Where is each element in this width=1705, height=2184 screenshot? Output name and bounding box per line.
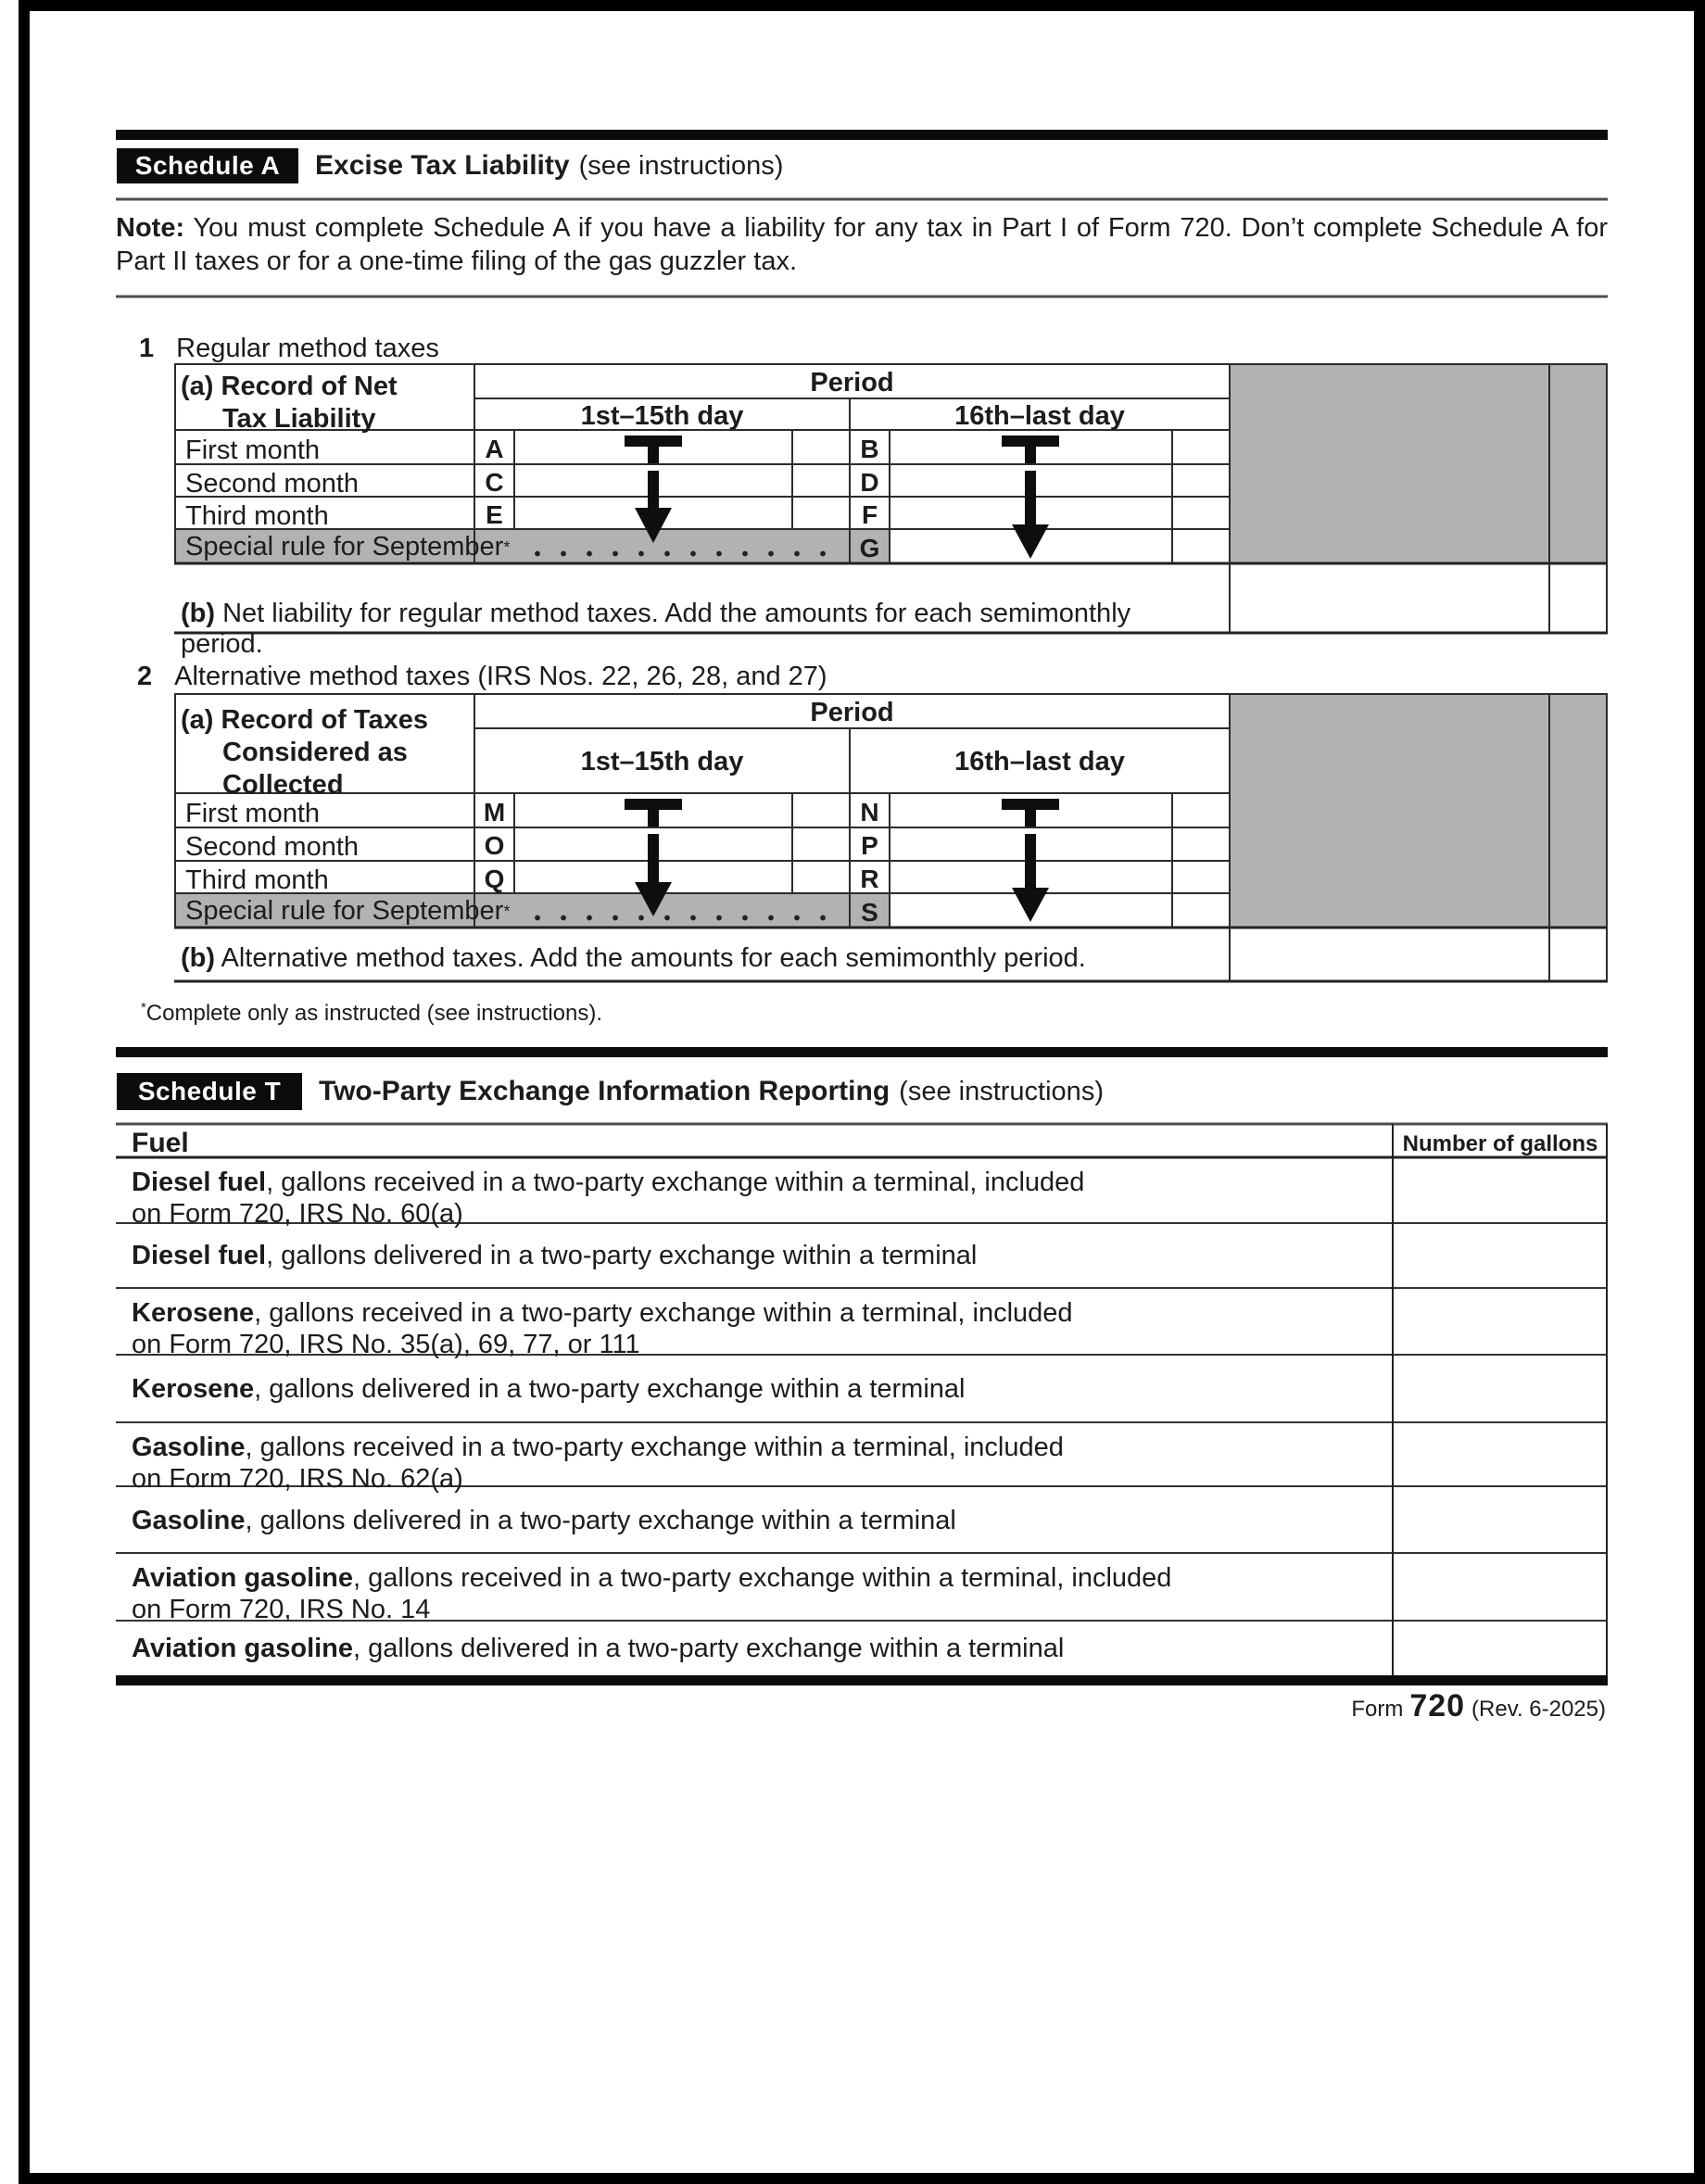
fuel-name: Gasoline (132, 1506, 246, 1535)
table1-b-text: Net liability for regular method taxes. Add the amounts for each semimonthly period. (181, 599, 1131, 659)
fuel-desc: , gallons delivered in a two-party exchange within a terminal (266, 1241, 978, 1270)
entry-M[interactable] (516, 795, 790, 826)
fuel-name: Kerosene (132, 1374, 255, 1404)
form-footer (1351, 1688, 1606, 1724)
table1-row-label: Second month (185, 469, 360, 499)
fuel-desc: , gallons delivered in a two-party exchange within a terminal (353, 1634, 1065, 1663)
entry-D[interactable] (891, 466, 1170, 495)
schedule-t-title-text: Two-Party Exchange Information Reporting (319, 1076, 890, 1106)
entry-A[interactable] (516, 432, 790, 462)
letter-S: S (861, 898, 878, 927)
table2-first-half-header: 1st–15th day (580, 747, 744, 776)
entry-O[interactable] (516, 829, 790, 858)
table2-header-line2: Considered as (222, 738, 408, 767)
schedule-a-note (116, 211, 1608, 278)
table1-header-line2: Tax Liability (222, 404, 376, 434)
letter-F: F (861, 500, 878, 529)
schedule-a-tag-label: Schedule A (134, 151, 281, 180)
september-asterisk: * (503, 902, 511, 920)
item-2-heading (137, 662, 827, 692)
entry-F[interactable] (891, 499, 1170, 527)
table1-b-line (181, 599, 1219, 660)
letter-N: N (860, 798, 879, 827)
entry-gallons-3[interactable] (1395, 1357, 1605, 1420)
table2-header-label (181, 704, 428, 802)
letter-E: E (486, 500, 503, 529)
table2-b-text: Alternative method taxes. Add the amounts for each semimonthly period. (221, 943, 1086, 973)
footer-form-number: 720 (1409, 1688, 1466, 1723)
fuel-name: Diesel fuel (132, 1168, 267, 1197)
item-2-label: Alternative method taxes (IRS Nos. 22, 26, 28, and 27) (174, 662, 827, 691)
entry-gallons-7[interactable] (1395, 1622, 1605, 1673)
letter-P: P (861, 831, 878, 860)
table2-period-header: Period (810, 698, 894, 727)
fuel-desc: , gallons delivered in a two-party exchange within a terminal (245, 1506, 956, 1535)
table2-header-line1: (a) Record of Taxes (181, 705, 428, 735)
fuel-name: Kerosene (132, 1298, 255, 1328)
fuel-row (132, 1167, 1373, 1230)
item-2-number: 2 (137, 662, 153, 691)
entry-G[interactable] (891, 531, 1170, 561)
entry-gallons-0[interactable] (1395, 1159, 1605, 1221)
entry-B[interactable] (891, 432, 1170, 462)
item-1-label: Regular method taxes (176, 334, 439, 363)
entry-E[interactable] (516, 499, 790, 527)
schedule-a-tag (117, 148, 298, 183)
fuel-row (132, 1373, 1373, 1405)
table1-september-row-label (185, 532, 845, 562)
table2-header-line3: Collected (222, 770, 344, 800)
fuel-name: Aviation gasoline (132, 1634, 354, 1663)
table1-b-label: (b) (181, 599, 216, 628)
schedule-t-tag (117, 1073, 302, 1110)
table1-header-line1: (a) Record of Net (181, 372, 398, 401)
note-label: Note: (116, 213, 185, 243)
entry-R[interactable] (891, 863, 1170, 891)
fuel-row (132, 1297, 1373, 1360)
letter-R: R (860, 865, 879, 893)
fuel-desc-line2: on Form 720, IRS No. 14 (132, 1595, 431, 1624)
fuel-desc: , gallons received in a two-party exchange within a terminal, included (245, 1433, 1064, 1462)
table2-september-row-label (185, 896, 845, 927)
fuel-desc-line2: on Form 720, IRS No. 35(a), 69, 77, or 111 (132, 1330, 640, 1359)
table1-row-label: Third month (185, 501, 329, 531)
schedule-t-title-note: (see instructions) (899, 1077, 1104, 1106)
fuel-row (132, 1505, 1373, 1536)
table1-first-half-header: 1st–15th day (580, 401, 744, 431)
fuel-row (132, 1633, 1373, 1664)
table1-header-label (181, 371, 398, 436)
fuel-row (132, 1562, 1373, 1625)
entry-gallons-2[interactable] (1395, 1290, 1605, 1353)
fuel-row (132, 1432, 1373, 1495)
letter-G: G (859, 534, 880, 562)
item-1-heading (139, 334, 439, 364)
table2-row-label: Second month (185, 832, 360, 862)
entry-1b[interactable] (1231, 565, 1547, 631)
footer-revision: (Rev. 6-2025) (1471, 1697, 1606, 1722)
entry-Q[interactable] (516, 863, 790, 891)
fuel-desc-line2: on Form 720, IRS No. 62(a) (132, 1464, 463, 1494)
entry-gallons-5[interactable] (1395, 1488, 1605, 1551)
schedule-a-footnote (141, 1001, 602, 1027)
letter-A: A (485, 435, 504, 463)
entry-P[interactable] (891, 829, 1170, 858)
table2-second-half-header: 16th–last day (954, 747, 1125, 776)
schedule-a-title-text: Excise Tax Liability (315, 150, 570, 181)
schedule-a-title (315, 150, 783, 182)
september-label: Special rule for September (185, 532, 504, 562)
footer-form-label: Form (1351, 1697, 1404, 1722)
dot-leaders (524, 915, 832, 921)
table1-second-half-header: 16th–last day (954, 401, 1125, 431)
fuel-row (132, 1240, 1373, 1271)
item-1-number: 1 (139, 334, 155, 363)
fuel-column-header: Fuel (132, 1128, 189, 1158)
entry-gallons-1[interactable] (1395, 1225, 1605, 1286)
schedule-t-tag-label: Schedule T (137, 1077, 282, 1105)
entry-S[interactable] (891, 895, 1170, 925)
letter-C: C (485, 468, 504, 497)
letter-M: M (483, 798, 506, 827)
fuel-desc: , gallons delivered in a two-party exchange within a terminal (254, 1374, 966, 1404)
letter-O: O (484, 831, 505, 860)
entry-gallons-4[interactable] (1395, 1424, 1605, 1484)
gallons-column-header: Number of gallons (1402, 1131, 1598, 1156)
footnote-asterisk: * (141, 1001, 146, 1016)
september-label: Special rule for September (185, 896, 504, 926)
table2-row-label: First month (185, 799, 321, 828)
letter-D: D (860, 468, 879, 497)
table2-b-line (181, 943, 1219, 974)
fuel-desc: , gallons received in a two-party exchange within a terminal, included (266, 1168, 1085, 1197)
entry-N[interactable] (891, 795, 1170, 826)
table2-row-label: Third month (185, 865, 329, 895)
fuel-desc: , gallons received in a two-party exchange within a terminal, included (353, 1563, 1172, 1593)
fuel-desc: , gallons received in a two-party exchange within a terminal, included (254, 1298, 1073, 1328)
letter-Q: Q (484, 865, 505, 893)
table1-row-label: First month (185, 436, 321, 465)
entry-2b[interactable] (1231, 929, 1547, 979)
note-body: You must complete Schedule A if you have a liability for any tax in Part I of Form 720. Don’t complete Schedule A for Part II taxes or for a one-time filing of the gas guzzler tax. (116, 213, 1608, 276)
fuel-name: Aviation gasoline (132, 1563, 354, 1593)
fuel-desc-line2: on Form 720, IRS No. 60(a) (132, 1199, 463, 1229)
table2-b-label: (b) (181, 943, 216, 973)
entry-gallons-6[interactable] (1395, 1555, 1605, 1619)
september-asterisk: * (503, 537, 511, 556)
entry-C[interactable] (516, 466, 790, 495)
schedule-a-title-note: (see instructions) (578, 151, 784, 181)
dot-leaders (524, 550, 832, 557)
letter-B: B (860, 435, 879, 463)
footnote-text: Complete only as instructed (see instructions). (145, 1001, 603, 1026)
fuel-name: Gasoline (132, 1433, 246, 1462)
fuel-name: Diesel fuel (132, 1241, 267, 1270)
schedule-t-title (319, 1076, 1104, 1107)
table1-period-header: Period (810, 368, 894, 398)
